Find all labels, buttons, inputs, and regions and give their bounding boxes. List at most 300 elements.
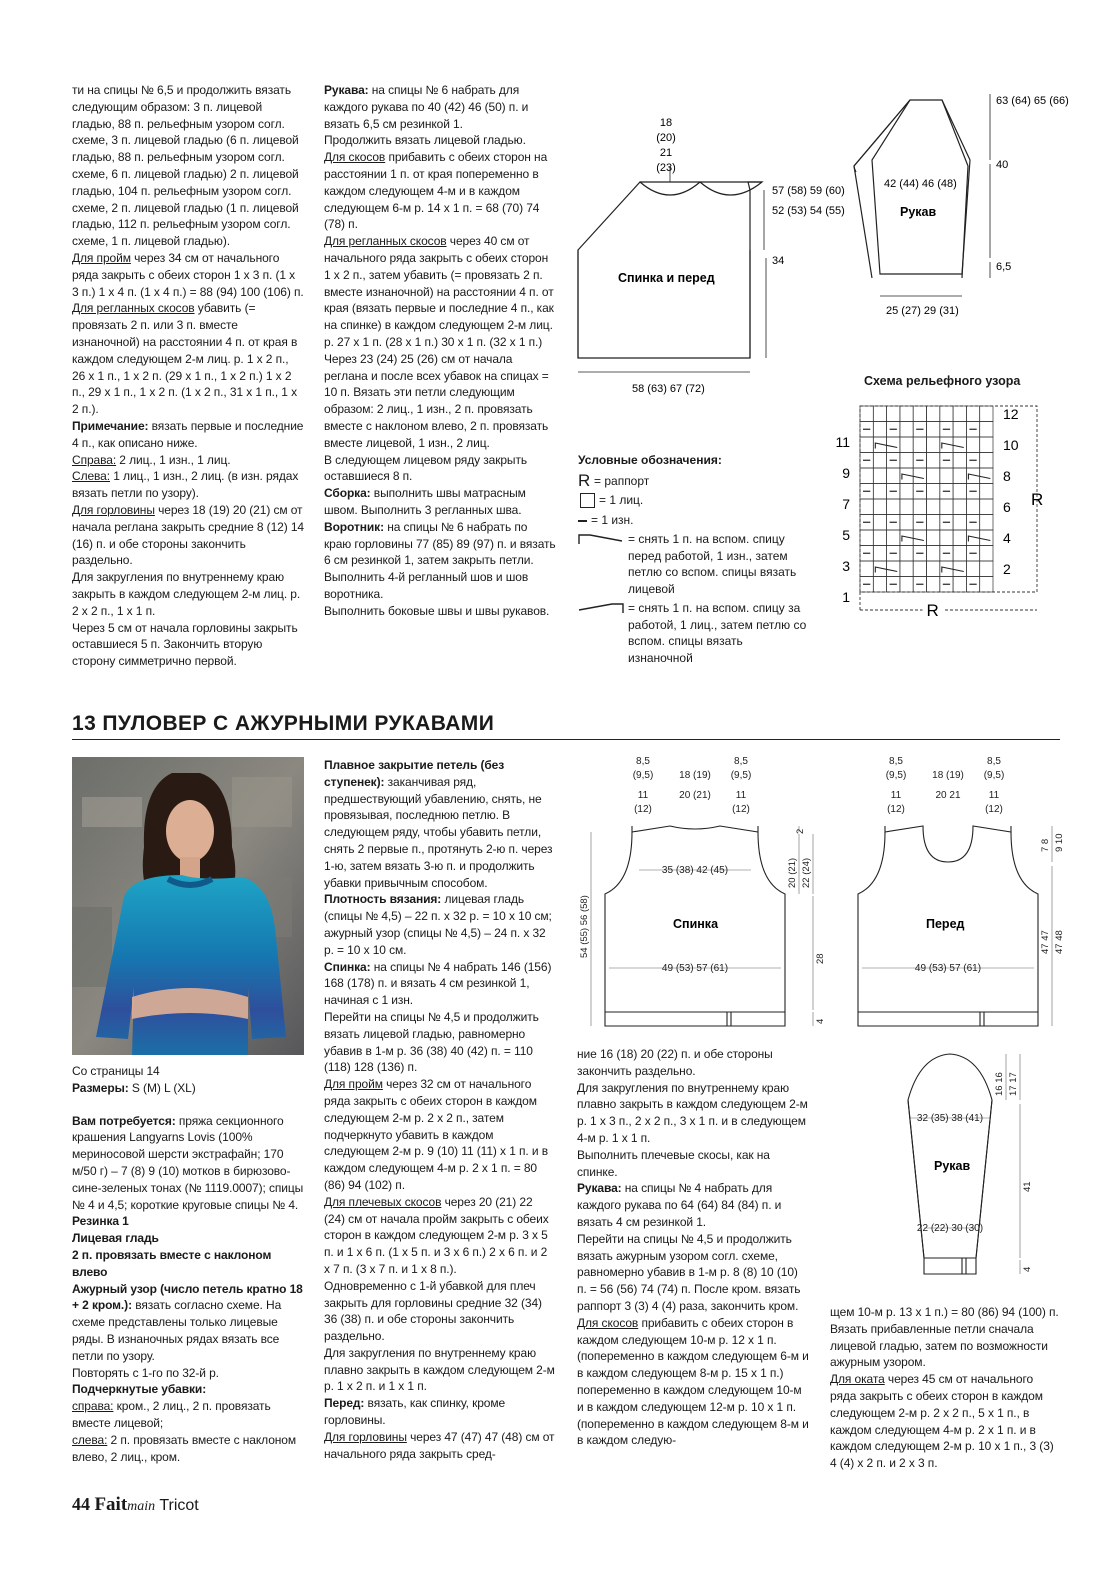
front-width-49: 49 (53) 57 (61) (914, 963, 982, 974)
paragraph-text: Перейти на спицы № 4,5 и продолжить вязать ажурным узором согл. схеме, равномерно убавив в 1-м р. 8 (8) 10 (10) п. = 56 (56) 74 (74) п. После кром. вязать раппорт 3 (3) 4 (4) раза, закончить кром. (577, 1231, 801, 1313)
chart-cell (966, 499, 979, 515)
chart-cell (980, 561, 993, 577)
back-top-95b: (9,5) (730, 770, 752, 781)
front-top-95b: (9,5) (983, 770, 1005, 781)
brand-tricot: Tricot (159, 1497, 199, 1514)
front-f4747: 47 47 (1040, 930, 1051, 954)
legend-symbol-cross-right (578, 531, 624, 550)
front-top-11b: 11 (988, 790, 1000, 801)
paragraph (72, 418, 304, 452)
legend-item (578, 492, 818, 509)
paragraph-text: Со страницы 14 (72, 1064, 160, 1078)
paragraph-text: убавить (= провязать 2 п. или 3 п. вместе изнаночной) на расстоянии 4 п. от края в каждом следующем 2-м лиц. р. 1 х 2 п., 26 х 1 п., 1 х 2 п. (29 х 1 п., 1 х 2 п.) 1 х 2 п., 29 х 1 п., 1 х 2 п. (1 х 2 п., 31 х 1 п., 1 х 2 п.). (72, 301, 298, 417)
legend-symbol-R: R (578, 470, 591, 490)
paragraph (72, 82, 304, 250)
row-number-right: 2 (1003, 561, 1011, 577)
chart-cell (913, 406, 926, 422)
back-top-12a: (12) (634, 804, 652, 815)
chart-cell (980, 484, 993, 500)
chart-cell (900, 453, 913, 469)
chart-cell (873, 577, 886, 593)
chart-cell (887, 561, 900, 577)
chart-cell (953, 546, 966, 562)
chart-cell (927, 561, 940, 577)
chart-cell (980, 499, 993, 515)
chart-cell (980, 422, 993, 438)
paragraph-text: 1 лиц., 1 изн., 2 лиц. (в изн. рядах вязать петли по узору). (72, 469, 299, 501)
chart-cell (900, 577, 913, 593)
paragraph-heading: Плотность вязания: (324, 892, 442, 907)
chart-cell (873, 530, 886, 546)
chart-title: Схема рельефного узора (864, 374, 1021, 388)
back-d28: 28 (815, 953, 826, 964)
chart-cell (940, 530, 953, 546)
front-top-85b: 8,5 (987, 756, 1001, 767)
section-number: 13 (72, 712, 97, 735)
paragraph (72, 1113, 304, 1214)
paragraph (577, 1147, 809, 1181)
row-number-left: 9 (842, 465, 850, 481)
chart-cell (927, 437, 940, 453)
paragraph (324, 1194, 556, 1278)
dim-42: 42 (44) 46 (48) (884, 178, 957, 190)
chart-cell (873, 422, 886, 438)
legend-item (578, 512, 818, 529)
bottom-text-column-1 (72, 1063, 304, 1465)
legend-item (578, 470, 818, 490)
chart-cell (927, 422, 940, 438)
paragraph (72, 502, 304, 569)
paragraph-text: Повторять с 1-го по 32-й р. (72, 1365, 219, 1380)
paragraph (324, 1395, 556, 1429)
paragraph-text: Выполнить плечевые скосы, как на спинке. (577, 1147, 770, 1179)
paragraph (72, 468, 304, 502)
row-number-left: 5 (842, 527, 850, 543)
neck-dim-2: (20) (656, 132, 676, 144)
sleeve-schematic (850, 88, 1070, 328)
dim-63: 63 (64) 65 (66) (996, 95, 1069, 107)
paragraph (324, 1429, 556, 1463)
paragraph-text: выполнить швы матрасным швом. Выполнить 3 регланных шва. (324, 486, 526, 517)
row-number-left: 3 (842, 558, 850, 574)
brand-fait: Fait (94, 1494, 128, 1515)
paragraph-text: вязать первые и последние 4 п., как описано ниже. (72, 418, 304, 450)
chart-cell (927, 515, 940, 531)
paragraph (72, 1281, 304, 1365)
paragraph-heading: Лицевая гладь (72, 1231, 159, 1246)
paragraph-text: Продолжить вязать лицевой гладью. (324, 133, 526, 148)
back-label: Спинка (673, 917, 719, 931)
paragraph-text: через 18 (19) 20 (21) см от начала реглана закрыть средние 8 (12) 14 (16) п. и обе стороны закончить раздельно. (72, 502, 305, 568)
paragraph (830, 1371, 1062, 1472)
paragraph (324, 1009, 556, 1076)
paragraph (324, 485, 556, 519)
paragraph-heading: Для горловины (72, 502, 155, 517)
back-top-11a: 11 (637, 790, 649, 801)
paragraph-text: кром., 2 лиц., 2 п. провязать вместе лицевой; (72, 1399, 271, 1430)
section-title: ПУЛОВЕР С АЖУРНЫМИ РУКАВАМИ (102, 712, 495, 735)
repeat-label-vertical: R (1031, 490, 1044, 509)
paragraph (324, 603, 556, 620)
dim-40: 40 (996, 159, 1009, 171)
row-number-right: 4 (1003, 530, 1011, 546)
paragraph-heading: Примечание: (72, 418, 149, 433)
front-f910: 9 10 (1054, 833, 1065, 852)
paragraph (577, 1180, 809, 1230)
paragraph (324, 351, 556, 452)
row-number-right: 10 (1003, 437, 1019, 453)
paragraph-text: через 32 см от начального ряда закрыть с обеих сторон в каждом следующем 2-м р. 2 х 2 п., затем подчеркнуто убавить в каждом следующем 2-м р. 9 (10) 11 (11) х 1 п. и в каждом следующем 4-м р. 2 х 1 п. = 80 (86) 94 (102) п. (324, 1077, 548, 1192)
paragraph-text: Через 5 см от начала горловины закрыть оставшиеся 5 п. Закончить вторую сторону симметрично первой. (72, 620, 298, 669)
chart-cell (873, 468, 886, 484)
front-f4748: 47 48 (1054, 930, 1065, 954)
paragraph-text: через 45 см от начального ряда закрыть с обеих сторон в каждом следующем 2-м р. 2 х 2 п., 5 х 1 п., в каждом следующем 4-м р. 2 х 1 п. и в каждом следующем 2-м р. 10 х 1 п., 3 (3) 4 (4) х 2 п. и 2 х 3 п. (830, 1372, 1054, 1471)
paragraph-text: прибавить с обеих сторон в каждом следующем 10-м р. 12 х 1 п. (попеременно в каждом следующем 6-м и в каждом следующем 8-м р. 15 х 1 п.) попеременно в каждом следующем 10-м и в каждом следующем 12-м р. 10 х 1 п. (попеременно в каждом следующем 8-м и в каждом следую- (577, 1315, 809, 1448)
chart-cell (927, 530, 940, 546)
paragraph-text: Перейти на спицы № 4,5 и продолжить вязать лицевой гладью, равномерно убавив в 1-м р. 36 (38) 40 (42) п. = 110 (118) 128 (136) п. (324, 1009, 539, 1075)
chart-cell (927, 468, 940, 484)
paragraph-text: на спицы № 4 набрать 146 (156) 168 (178) п. и вязать 4 см резинкой 1, начиная с 1 изн. (324, 959, 552, 1008)
chart-cell (900, 515, 913, 531)
chart-cell (966, 561, 979, 577)
front-f78: 7 8 (1040, 838, 1051, 852)
back-top-18: 18 (19) (679, 770, 711, 781)
paragraph (324, 519, 556, 569)
paragraph (324, 891, 556, 958)
chart-cell (860, 468, 873, 484)
paragraph-text: на спицы № 6 набрать по краю горловины 77 (85) 89 (97) п. и вязать 6 см резинкой 1, затем закрыть петли. (324, 519, 556, 568)
paragraph-text: Одновременно с 1-й убавкой для плеч закрыть для горловины средние 32 (34) 36 (38) п. и обе стороны закончить раздельно. (324, 1278, 542, 1344)
paragraph (577, 1231, 809, 1315)
chart-cell (966, 437, 979, 453)
paragraph-heading: Подчеркнутые убавки: (72, 1382, 207, 1397)
chart-cell (860, 499, 873, 515)
legend-text: = 1 изн. (591, 512, 634, 527)
relief-pattern-chart (830, 396, 1060, 640)
paragraph (72, 1381, 304, 1398)
chart-cell (953, 530, 966, 546)
paragraph-heading: 2 п. провязать вместе с наклоном влево (72, 1247, 272, 1279)
chart-cell (953, 437, 966, 453)
back-top-20: 20 (21) (679, 790, 711, 801)
chart-cell (927, 499, 940, 515)
chart-cell (953, 422, 966, 438)
chart-cell (940, 468, 953, 484)
paragraph-heading: Для пройм (324, 1077, 383, 1092)
neck-dim-1: 18 (659, 117, 673, 129)
brand-main: main (127, 1499, 156, 1514)
chart-cell (927, 453, 940, 469)
dim-58: 58 (63) 67 (72) (632, 383, 705, 395)
chart-cell (953, 499, 966, 515)
paragraph-text: 2 п. провязать вместе с наклоном влево, 2 лиц., кром. (72, 1432, 297, 1464)
paragraph-heading: слева: (72, 1432, 108, 1447)
paragraph-text: вязать, как спинку, кроме горловины. (324, 1396, 506, 1428)
chart-cell (980, 453, 993, 469)
chart-cell (940, 406, 953, 422)
front-top-18: 18 (19) (932, 770, 964, 781)
paragraph (324, 233, 556, 351)
paragraph (72, 1432, 304, 1466)
back-width-top: 35 (38) 42 (45) (661, 865, 729, 876)
chart-cell (887, 499, 900, 515)
legend-text: = снять 1 п. на вспом. спицу за работой, 1 лиц., затем петлю со вспом. спицы вязать изнаночной (628, 601, 807, 665)
chart-cell (860, 530, 873, 546)
paragraph (72, 569, 304, 619)
paragraph-text: на спицы № 6 набрать для каждого рукава по 40 (42) 46 (50) п. и вязать 6,5 см резинкой 1. (324, 83, 529, 131)
paragraph-heading: Для плечевых скосов (324, 1194, 442, 1209)
chart-cell (887, 468, 900, 484)
dim-25: 25 (27) 29 (31) (886, 305, 959, 317)
chart-cell (953, 561, 966, 577)
bottom-text-column-4 (830, 1304, 1062, 1472)
paragraph-text: ние 16 (18) 20 (22) п. и обе стороны закончить раздельно. (577, 1047, 773, 1078)
paragraph (72, 1080, 304, 1097)
dim-65: 6,5 (996, 261, 1012, 273)
paragraph (577, 1046, 809, 1080)
section-header (72, 712, 494, 736)
body-schematic (570, 110, 860, 400)
chart-cell (873, 515, 886, 531)
paragraph (830, 1304, 1062, 1371)
paragraph (72, 1398, 304, 1432)
paragraph (324, 1076, 556, 1194)
sleeve2-label: Рукав (934, 1159, 971, 1173)
legend-symbol-dash (578, 520, 587, 522)
chart-cell (913, 499, 926, 515)
paragraph-text: пряжа секционного крашения Langyarns Lovis (100% мериносовой шерсти экстрафайн; 170 м/50 г) – 7 (8) 9 (10) мотков в бирюзово-сине-зеленых тонах (№ 1119.0007); спицы № 4 и 4,5; короткие круговые спицы № 4. (72, 1113, 304, 1212)
paragraph (324, 1345, 556, 1395)
chart-cell (953, 406, 966, 422)
paragraph-heading: Резинка 1 (72, 1214, 129, 1229)
row-number-left: 7 (842, 496, 850, 512)
chart-cell (900, 406, 913, 422)
paragraph-text: Выполнить боковые швы и швы рукавов. (324, 603, 550, 618)
paragraph-text: через 34 см от начального ряда закрыть с обеих сторон 1 х 3 п. (1 х 3 п.) 1 х 4 п. (1 х 4 п.) = 88 (94) 100 (106) п. (72, 250, 304, 299)
paragraph (72, 452, 304, 469)
sleeve2-4: 4 (1022, 1266, 1033, 1272)
sleeve2-41: 41 (1022, 1181, 1033, 1192)
back-width-49: 49 (53) 57 (61) (661, 963, 729, 974)
paragraph (324, 569, 556, 603)
paragraph (324, 959, 556, 1009)
front-top-95a: (9,5) (885, 770, 907, 781)
top-text-column-2 (324, 82, 556, 620)
row-number-right: 12 (1003, 406, 1019, 422)
brand-name (94, 1494, 155, 1515)
paragraph (577, 1315, 809, 1449)
paragraph-text: S (M) L (XL) (128, 1080, 196, 1095)
paragraph-text: В следующем лицевом ряду закрыть оставшиеся 8 п. (324, 452, 528, 484)
front-top-20: 20 21 (935, 790, 961, 801)
section-divider (72, 739, 1060, 740)
row-number-right: 8 (1003, 468, 1011, 484)
paragraph-heading: Для регланных скосов (324, 234, 447, 249)
paragraph-heading: Плавное закрытие петель (без ступенек): (324, 758, 505, 789)
paragraph (72, 620, 304, 670)
paragraph-text: ти на спицы № 6,5 и продолжить вязать следующим образом: 3 п. лицевой гладью, 88 п. рельефным узором согл. схеме, 3 п. лицевой гладью (6 п. лицевой гладью, 88 п. рельефным узором согл. схеме, 6 п. лицевой гладью) 2 п. лицевой гладью, 104 п. рельефным узором согл. схеме, 2 п. лицевой гладью (1 п. лицевой гладью, 112 п. рельефным узором согл. схеме, 1 п. лицевой гладью). (72, 83, 299, 249)
paragraph-text: щем 10-м р. 13 х 1 п.) = 80 (86) 94 (100) п. Вязать прибавленные петли сначала лицевой гладью, затем по возможности ажурным узором. (830, 1305, 1059, 1370)
chart-cell (887, 437, 900, 453)
chart-cell (953, 468, 966, 484)
paragraph (324, 149, 556, 233)
dim-34: 34 (772, 255, 785, 267)
legend-item (578, 531, 818, 597)
paragraph (72, 1063, 304, 1080)
paragraph-heading: Слева: (72, 469, 110, 484)
repeat-label-horizontal: R (926, 601, 939, 620)
paragraph-text: через 40 см от начального ряда закрыть с обеих сторон 1 х 2 п., затем убавить (= провязать 2 п. вместе изнаночной) на расстоянии 4 п. от края (вязать первые и последние 4 п., как на спинке) в каждом следующем 2-м лиц. р. 27 х 1 п. (28 х 1 п.) 30 х 1 п. (32 х 1 п.) (324, 234, 554, 349)
chart-cell (913, 468, 926, 484)
chart-cell (966, 406, 979, 422)
sleeve2-bot: 22 (22) 30 (30) (916, 1223, 984, 1234)
back-top-85a: 8,5 (636, 756, 650, 767)
paragraph (72, 1365, 304, 1382)
paragraph-heading: справа: (72, 1399, 114, 1414)
paragraph-heading: Для горловины (324, 1429, 407, 1444)
front-top-12a: (12) (887, 804, 905, 815)
body-label: Спинка и перед (618, 271, 715, 285)
row-number-right: 6 (1003, 499, 1011, 515)
paragraph (72, 300, 304, 418)
top-text-column-1 (72, 82, 304, 670)
back-d20: 20 (21) (787, 857, 798, 888)
paragraph (72, 1097, 304, 1113)
paragraph-text: Выполнить 4-й регланный шов и шов воротника. (324, 570, 529, 601)
front-top-11a: 11 (890, 790, 902, 801)
chart-cell (873, 499, 886, 515)
chart-cell (927, 577, 940, 593)
paragraph-heading: Спинка: (324, 959, 371, 974)
paragraph-text: Для закругления по внутреннему краю закрыть в каждом следующем 2-м лиц. р. 2 х 2 п., 1 х 1 п. (72, 570, 301, 618)
paragraph (324, 132, 556, 149)
chart-cell (900, 484, 913, 500)
chart-cell (980, 406, 993, 422)
paragraph-heading: Для пройм (72, 250, 131, 265)
back-top-11b: 11 (735, 790, 747, 801)
chart-cell (873, 406, 886, 422)
paragraph (72, 1247, 304, 1281)
front-label: Перед (926, 917, 965, 931)
chart-cell (900, 561, 913, 577)
chart-cell (953, 577, 966, 593)
paragraph-heading: Для оката (830, 1372, 885, 1387)
chart-cell (980, 546, 993, 562)
paragraph (72, 1213, 304, 1230)
legend-text: = снять 1 п. на вспом. спицу перед работой, 1 изн., затем петлю со вспом. спицы вязать лицевой (628, 532, 797, 596)
sleeve-label: Рукав (900, 205, 937, 219)
paragraph-text: заканчивая ряд, предшествующий убавлению, снять, не провязывая, последнюю петлю. В следующем ряду, чтобы убавить петли, снять 2 первые п., протянуть 2-ю п. через 1-ю, затем вязать 3-ю п. и продолжить убавки привычным способом. (324, 774, 553, 890)
paragraph-text: Через 23 (24) 25 (26) см от начала реглана и после всех убавок на спицах = 10 п. Вязать эти петли следующим образом: 2 лиц., 1 изн., 2 п. провязать вместе с наклоном влево, 2 п. провязать вместе лицевой, 1 изн., 2 лиц. (324, 351, 549, 450)
paragraph-heading: Воротник: (324, 519, 384, 534)
paragraph (324, 1278, 556, 1345)
front-schematic (830, 754, 1070, 1034)
chart-cell (980, 515, 993, 531)
neck-dim-4: (23) (656, 162, 676, 174)
paragraph-heading: Сборка: (324, 486, 371, 501)
chart-cell (873, 453, 886, 469)
paragraph-text: лицевая гладь (спицы № 4,5) – 22 п. х 32 р. = 10 х 10 см; ажурный узор (спицы № 4,5) – 24 п. х 32 р. = 10 х 10 см. (324, 892, 552, 957)
paragraph-text: Для закругления по внутреннему краю плавно закрыть в каждом следующем 2-м р. 1 х 2 п. и 1 х 1 п. (324, 1345, 555, 1394)
paragraph (324, 82, 556, 132)
legend-symbol-box (580, 493, 595, 508)
paragraph-heading: Для скосов (324, 150, 386, 165)
sleeve2-1616: 16 16 (994, 1072, 1005, 1096)
legend-item (578, 600, 818, 666)
chart-cell (927, 546, 940, 562)
paragraph-heading: Перед: (324, 1396, 365, 1411)
back-d22: 22 (24) (801, 857, 812, 888)
page-number: 44 (72, 1494, 90, 1514)
front-top-85a: 8,5 (889, 756, 903, 767)
neck-dim-3: 21 (659, 147, 673, 159)
back-len-54: 54 (55) 56 (58) (579, 895, 590, 958)
row-number-left: 1 (842, 589, 850, 605)
chart-cell (873, 484, 886, 500)
legend-text: = раппорт (594, 473, 650, 488)
legend-text: = 1 лиц. (599, 493, 644, 507)
chart-cell (887, 406, 900, 422)
paragraph-text: Для закругления по внутреннему краю плавно закрыть в каждом следующем 2-м р. 1 х 3 п., 2 х 2 п., 3 х 1 п. и в следующем 4-м р. 1 х 1 п. (577, 1080, 808, 1145)
paragraph-text: вязать согласно схеме. На схеме представлены только лицевые ряды. В изнаночных рядах вязать все петли по узору. (72, 1298, 282, 1363)
paragraph-heading: Вам потребуется: (72, 1113, 176, 1128)
legend-symbol-cross-left (578, 600, 624, 619)
paragraph (324, 452, 556, 486)
paragraph (72, 1230, 304, 1247)
back-schematic (577, 754, 827, 1034)
paragraph-heading: Для регланных скосов (72, 301, 195, 316)
paragraph-text: через 47 (47) 47 (48) см от начального ряда закрыть сред- (324, 1429, 555, 1461)
chart-cell (913, 530, 926, 546)
back-top-95a: (9,5) (632, 770, 654, 781)
chart-cell (913, 561, 926, 577)
paragraph-heading: Ажурный узор (число петель кратно 18 + 2 кром.): (72, 1281, 303, 1313)
bottom-text-column-2 (324, 757, 556, 1462)
chart-cell (887, 530, 900, 546)
chart-cell (860, 406, 873, 422)
paragraph (577, 1080, 809, 1147)
paragraph-heading: Рукава: (324, 83, 369, 97)
chart-cell (953, 515, 966, 531)
back-d4: 4 (815, 1018, 826, 1024)
paragraph-text: 2 лиц., 1 изн., 1 лиц. (116, 452, 231, 467)
back-d2: 2 (795, 828, 806, 834)
model-photo (72, 757, 304, 1055)
chart-cell (927, 484, 940, 500)
back-top-85b: 8,5 (734, 756, 748, 767)
paragraph-text: через 20 (21) 22 (24) см от начала пройм закрыть с обеих сторон в каждом следующем 2-м р. 3 х 5 п. и 1 х 6 п. (1 х 5 п. и 3 х 6 п.) 2 х 6 п. и 2 х 7 п. (3 х 7 п. и 1 х 8 п.). (324, 1194, 549, 1276)
paragraph-heading: Рукава: (577, 1181, 622, 1196)
front-top-12b: (12) (985, 804, 1003, 815)
chart-cell (980, 577, 993, 593)
chart-cell (953, 453, 966, 469)
chart-cell (953, 484, 966, 500)
chart-cell (900, 422, 913, 438)
paragraph (72, 250, 304, 300)
chart-cell (860, 437, 873, 453)
chart-cell (900, 546, 913, 562)
paragraph-heading: Для скосов (577, 1315, 639, 1330)
paragraph-text: прибавить с обеих сторон на расстоянии 1 п. от края попеременно в каждом следующем 4-м и в каждом следующем 6-м р. 14 х 1 п. = 68 (70) 74 (78) п. (324, 150, 548, 232)
sleeve2-1717: 17 17 (1008, 1072, 1019, 1096)
dim-57: 57 (58) 59 (60) (772, 185, 845, 197)
legend-title: Условные обозначения: (578, 453, 722, 467)
chart-cell (980, 437, 993, 453)
chart-cell (913, 437, 926, 453)
paragraph-text: на спицы № 4 набрать для каждого рукава по 64 (64) 84 (84) п. и вязать 4 см резинкой 1. (577, 1181, 782, 1229)
chart-cell (860, 561, 873, 577)
chart-cell (980, 468, 993, 484)
